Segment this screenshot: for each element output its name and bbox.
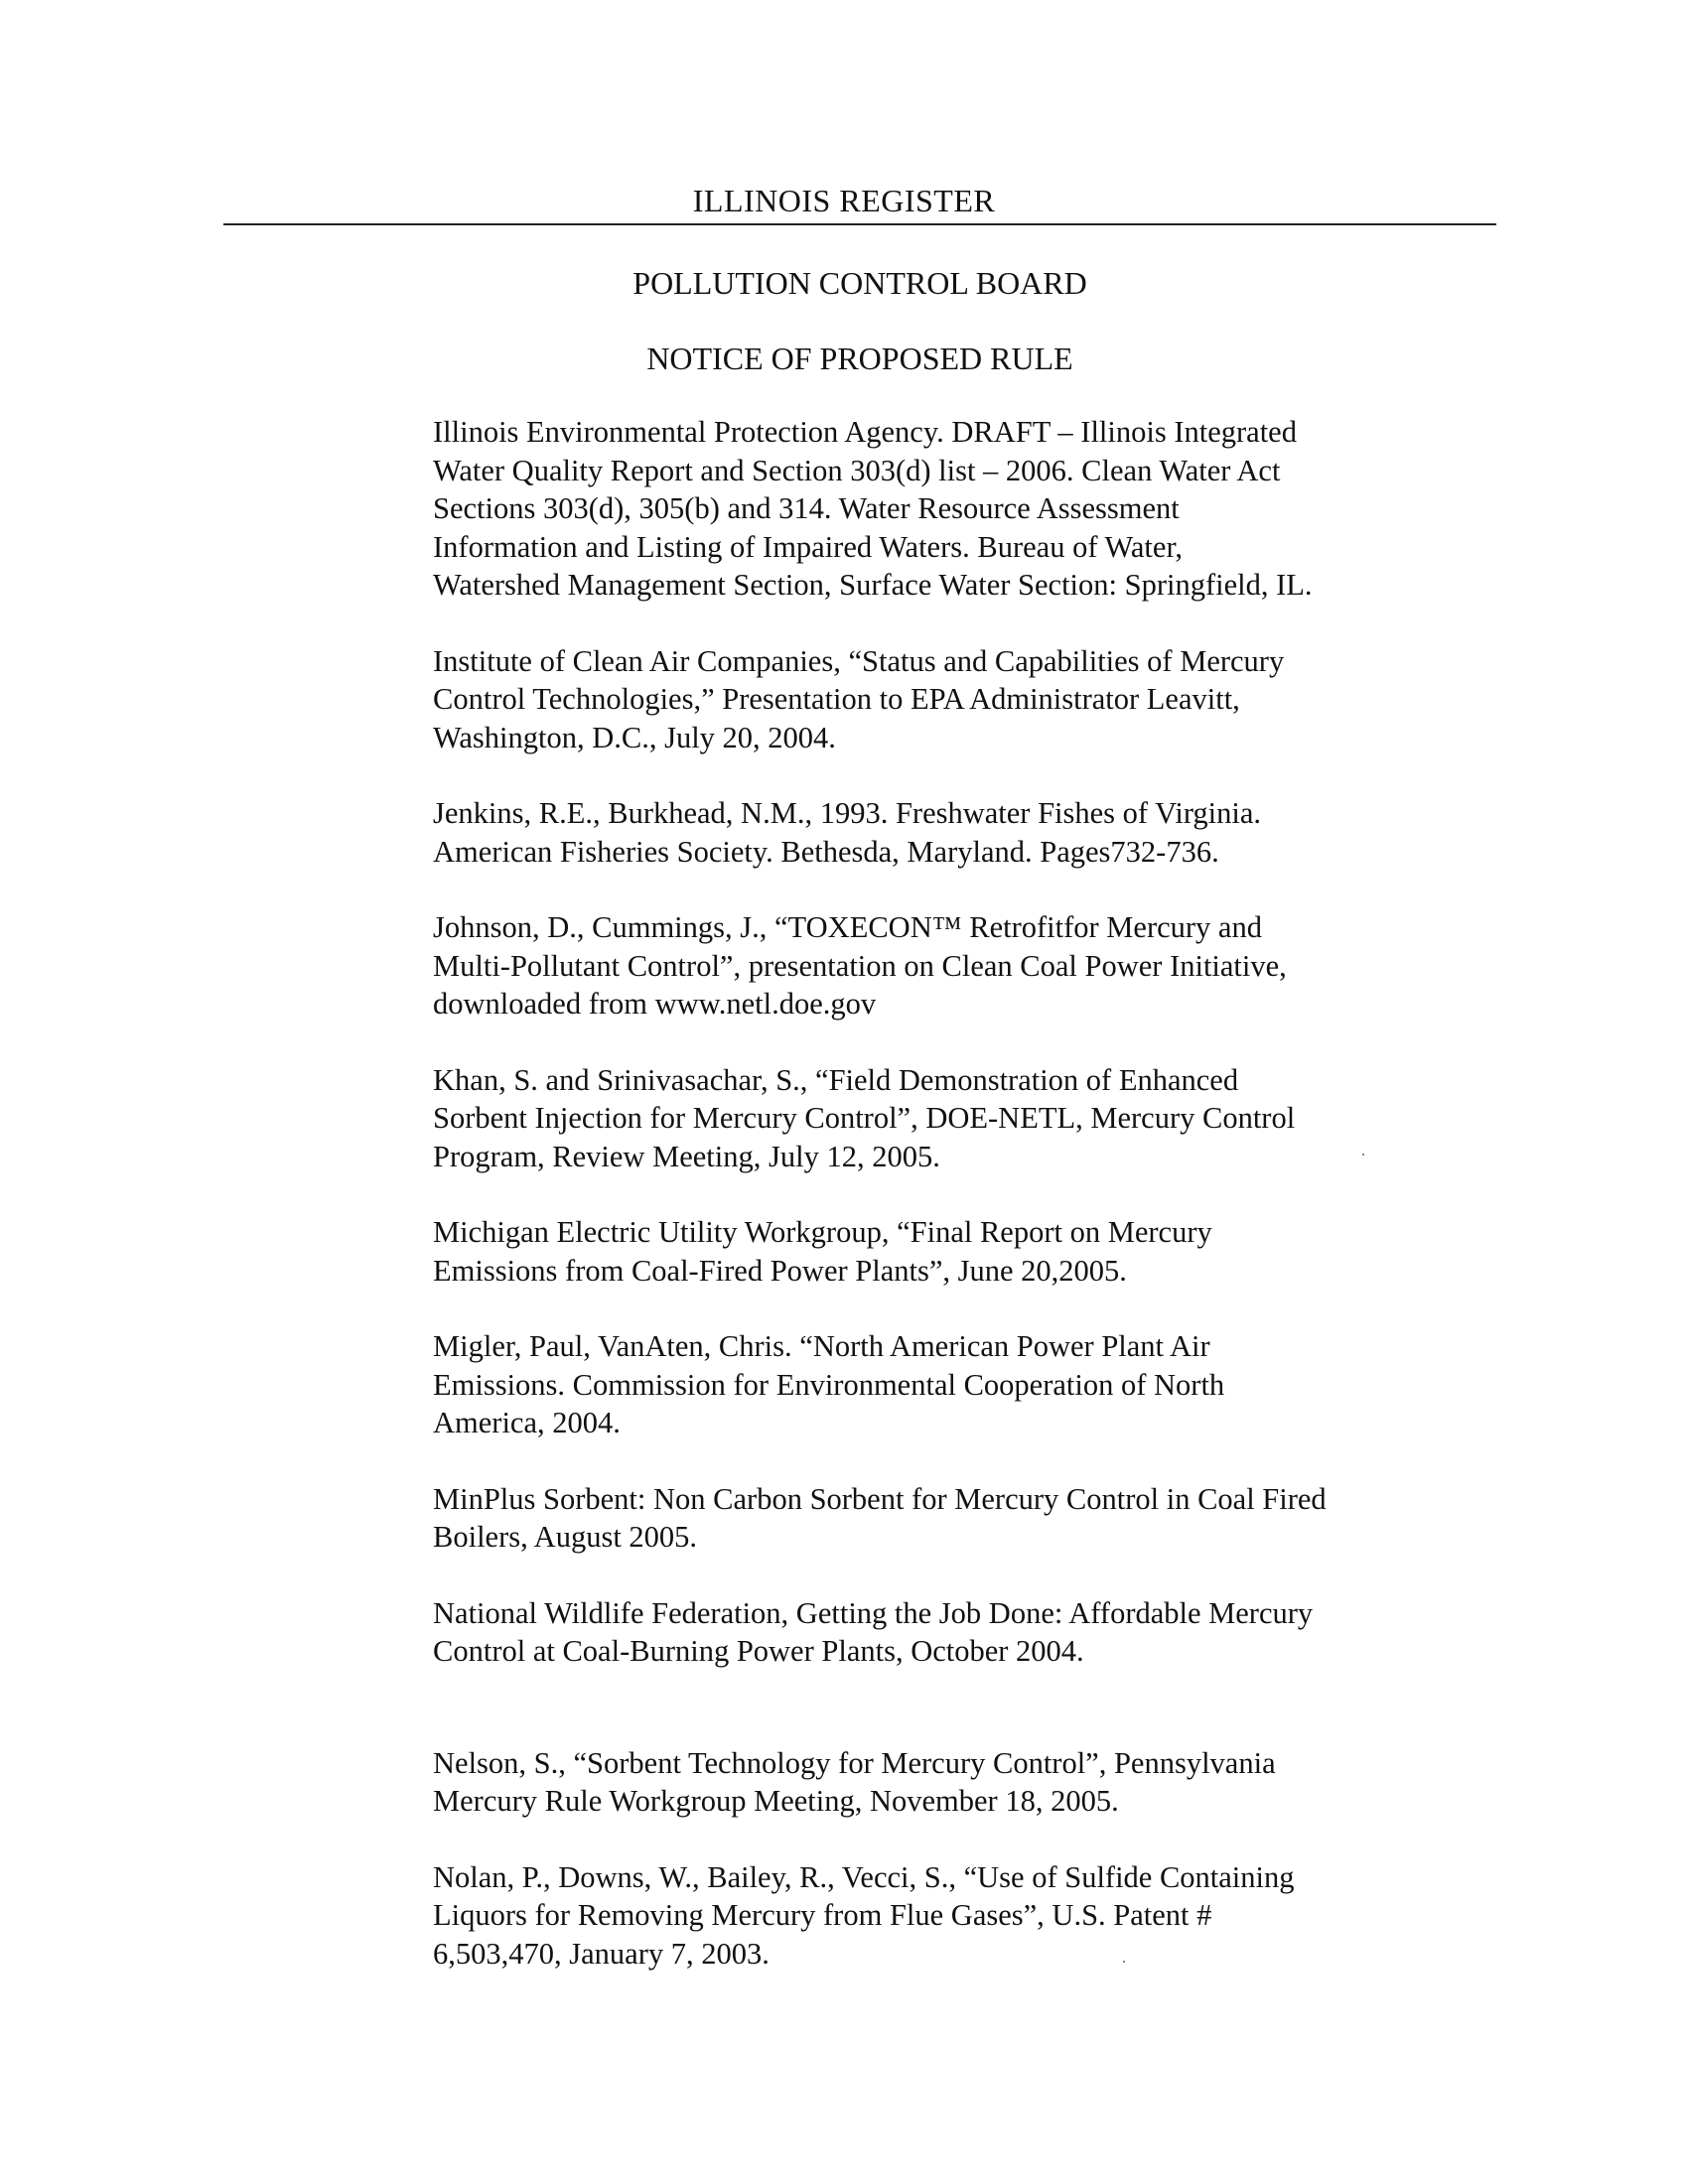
reference-nelson: Nelson, S., “Sorbent Technology for Mercury Control”, Pennsylvania Mercury Rule Workgroup Meeting, November 18, 2005. [433, 1745, 1276, 1818]
reference-migler: Migler, Paul, VanAten, Chris. “North American Power Plant Air Emissions. Commission for Environmental Cooperation of North America, 2004. [433, 1329, 1225, 1439]
header-divider [223, 223, 1496, 225]
reference-icac: Institute of Clean Air Companies, “Status and Capabilities of Mercury Control Technologies,” Presentation to EPA Administrator Leavitt, Washington, D.C., July 20, 2004. [433, 643, 1285, 754]
reference-list [433, 413, 1436, 1973]
scan-speck [1123, 1961, 1125, 1963]
reference-nwf: National Wildlife Federation, Getting the Job Done: Affordable Mercury Control at Coal-Burning Power Plants, October 2004. [433, 1595, 1314, 1668]
reference-khan: Khan, S. and Srinivasachar, S., “Field Demonstration of Enhanced Sorbent Injection for Mercury Control”, DOE-NETL, Mercury Control Program, Review Meeting, July 12, 2005. [433, 1062, 1296, 1173]
register-header: ILLINOIS REGISTER [692, 183, 996, 218]
reference-minplus: MinPlus Sorbent: Non Carbon Sorbent for Mercury Control in Coal Fired Boilers, August 2005. [433, 1481, 1327, 1554]
reference-nolan: Nolan, P., Downs, W., Bailey, R., Vecci, S., “Use of Sulfide Containing Liquors for Removing Mercury from Flue Gases”, U.S. Patent # 6,503,470, January 7, 2003. [433, 1859, 1295, 1971]
scan-speck [1362, 1154, 1364, 1156]
board-title: POLLUTION CONTROL BOARD [632, 265, 1087, 301]
reference-johnson: Johnson, D., Cummings, J., “TOXECON™ Retrofitfor Mercury and Multi-Pollutant Control”, presentation on Clean Coal Power Initiative, downloaded from www.netl.doe.gov [433, 910, 1287, 1021]
reference-jenkins: Jenkins, R.E., Burkhead, N.M., 1993. Freshwater Fishes of Virginia. American Fisheries Society. Bethesda, Maryland. Pages732-736. [433, 796, 1262, 869]
reference-michigan: Michigan Electric Utility Workgroup, “Final Report on Mercury Emissions from Coal-Fired Power Plants”, June 20,2005. [433, 1215, 1212, 1288]
reference-illinois-epa: Illinois Environmental Protection Agency. DRAFT – Illinois Integrated Water Quality Report and Section 303(d) list – 2006. Clean Water Act Sections 303(d), 305(b) and 314. Water Resource Assessment Information and Listing of Impaired Waters. Bureau of Water, Watershed Management Section, Surface Water Section: Springfield, IL. [433, 415, 1313, 602]
notice-title: NOTICE OF PROPOSED RULE [646, 341, 1073, 376]
